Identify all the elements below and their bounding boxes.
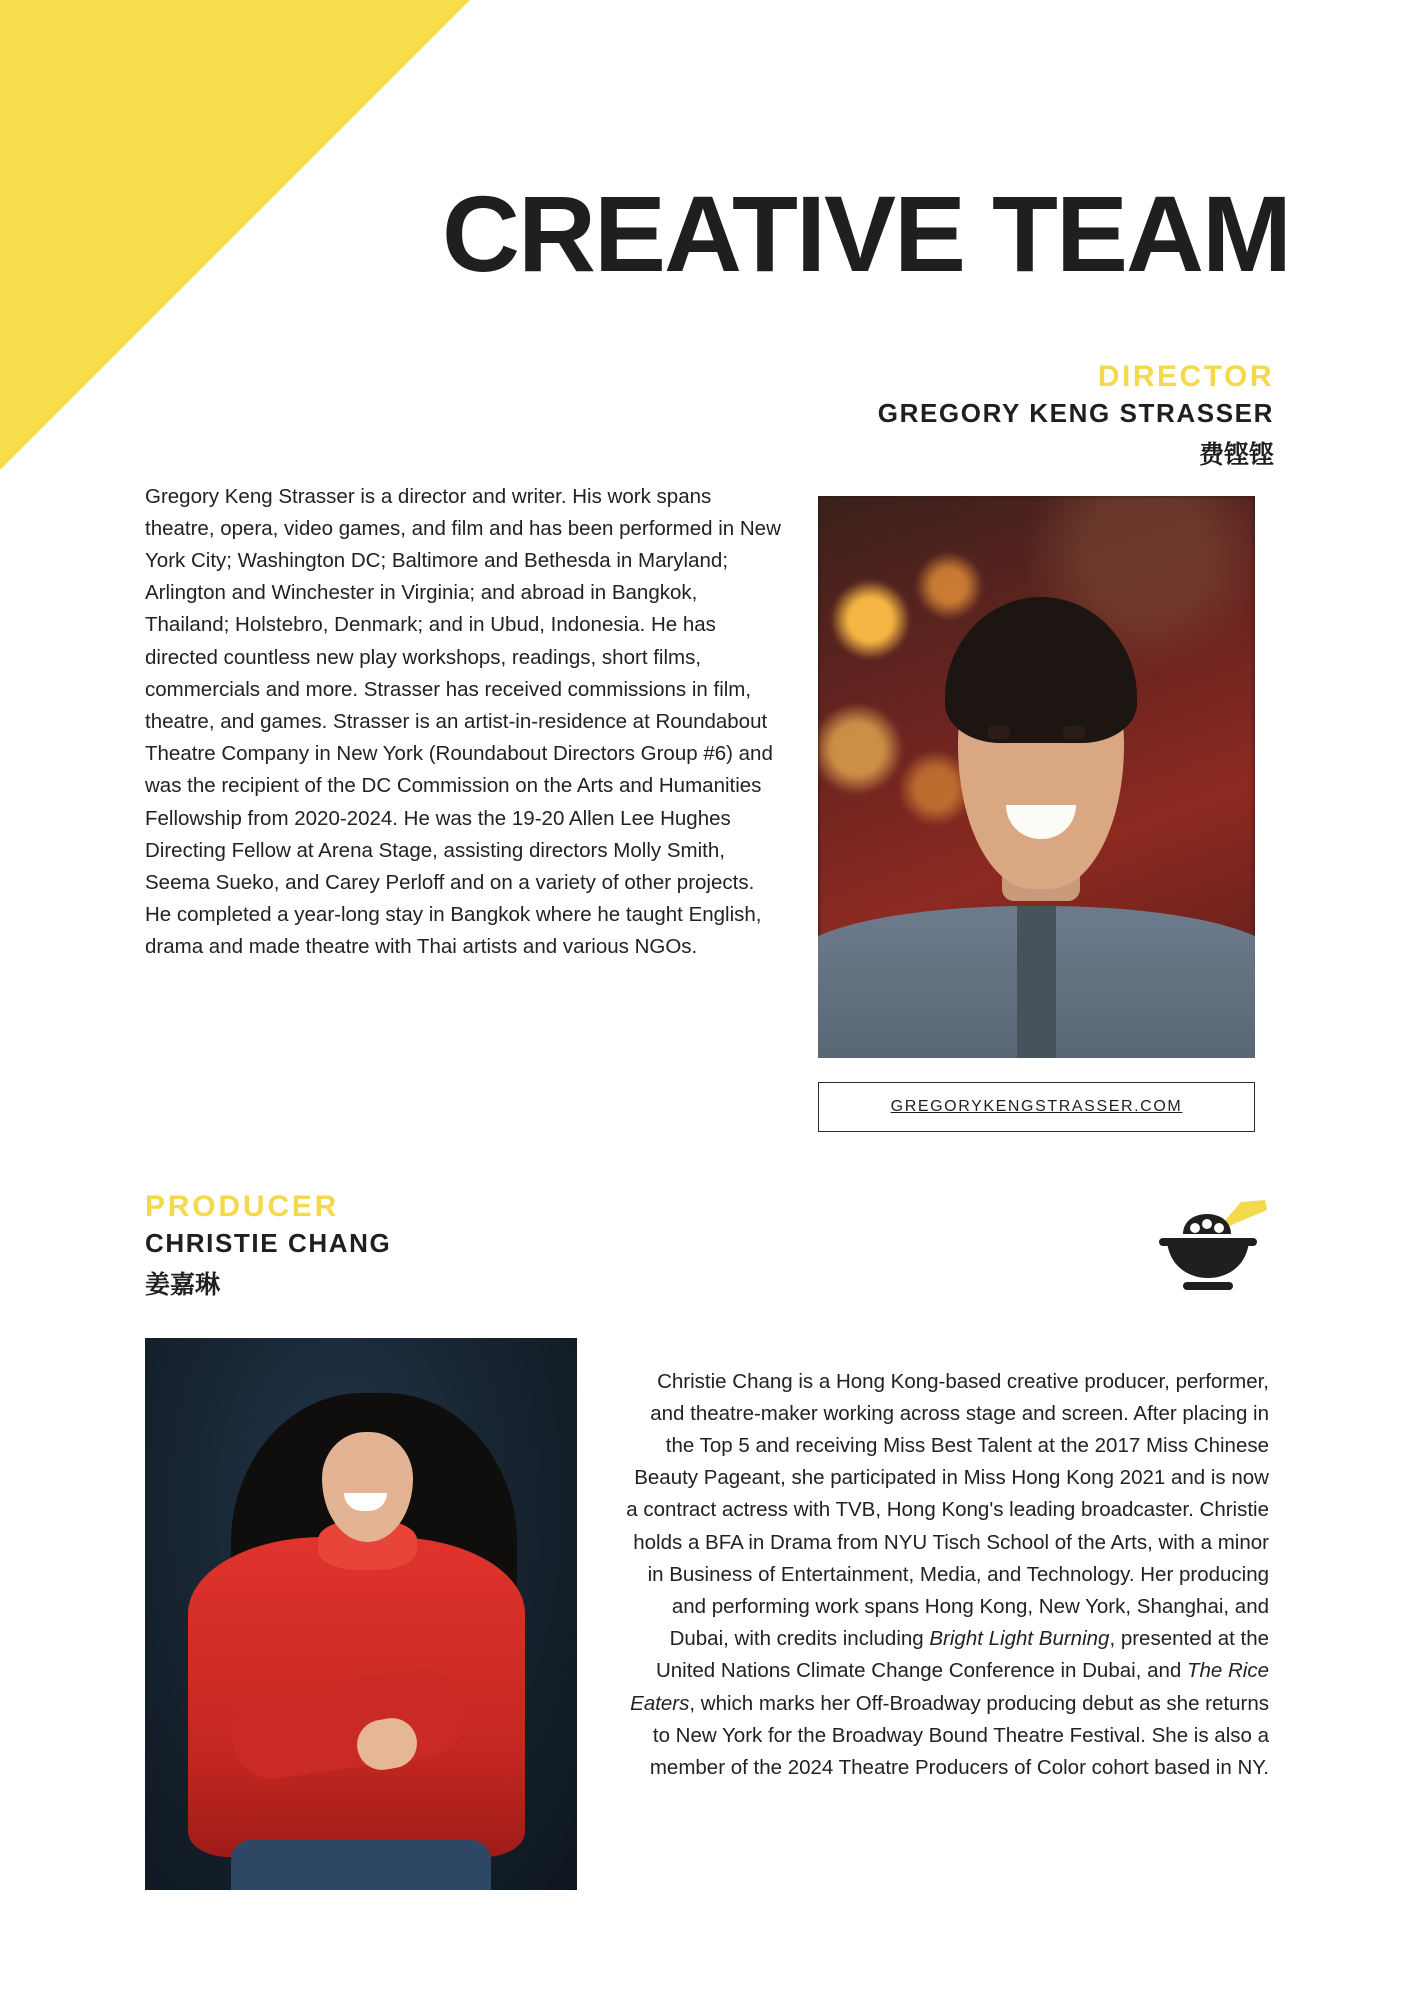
director-name-chinese: 费铿铿 xyxy=(1198,441,1274,469)
director-role-label: DIRECTOR xyxy=(1097,360,1274,393)
producer-bio-part3: , which marks her Off-Broadway producing debut as she returns to New York for the Broadway Bound Theatre Festival. She is also a member of the 2024 Theatre Producers of Color cohort based in NY. xyxy=(649,1691,1269,1779)
producer-name: CHRISTIE CHANG xyxy=(145,1228,392,1258)
director-website-label: GREGORYKENGSTRASSER.COM xyxy=(890,1098,1183,1115)
producer-bio xyxy=(624,1366,1269,1785)
producer-bio-part1: Christie Chang is a Hong Kong-based creative producer, performer, and theatre-maker working across stage and screen. After placing in the Top 5 and receiving Miss Best Talent at the 2017 Miss Chinese Beauty Pageant, she participated in Miss Hong Kong 2021 and is now a contract actress with TVB, Hong Kong's leading broadcaster. Christie holds a BFA in Drama from NYU Tisch School of the Arts, with a minor in Business of Entertainment, Media, and Technology. Her producing and performing work spans Hong Kong, New York, Shanghai, and Dubai, with credits including xyxy=(626,1369,1269,1651)
page-title: CREATIVE TEAM xyxy=(441,173,1290,295)
photo-shirt xyxy=(818,906,1255,1058)
producer-bio-title2: The Rice Eaters xyxy=(630,1659,1269,1715)
producer-name-chinese: 姜嘉琳 xyxy=(145,1271,221,1299)
photo-eye-left xyxy=(988,726,1010,738)
director-bio: Gregory Keng Strasser is a director and writer. His work spans theatre, opera, video games, and film and has been performed in New York City; Washington DC; Baltimore and Bethesda in Maryland; Arlington and Winchester in Virginia; and abroad in Bangkok, Thailand; Holstebro, Denmark; and in Ubud, Indonesia. He has directed countless new play workshops, readings, short films, commercials and more. Strasser has received commissions in film, theatre, and games. Strasser is an artist-in-residence at Roundabout Theatre Company in New York (Roundabout Directors Group #6) and was the recipient of the DC Commission on the Arts and Humanities Fellowship from 2020-2024. He was the 19-20 Allen Lee Hughes Directing Fellow at Arena Stage, assisting directors Molly Smith, Seema Sueko, and Carey Perloff and on a variety of other projects. He completed a year-long stay in Bangkok where he taught English, drama and made theatre with Thai artists and various NGOs. xyxy=(145,484,781,959)
producer-heading-group xyxy=(145,1190,391,1301)
producer-role-label: PRODUCER xyxy=(145,1190,340,1223)
producer-bio-title1: Bright Light Burning xyxy=(929,1627,1110,1651)
producer-bio-part2: , presented at the United Nations Climate Change Conference in Dubai, and xyxy=(655,1627,1269,1683)
director-heading-group xyxy=(878,360,1274,471)
photo-jeans xyxy=(231,1840,490,1890)
director-name: GREGORY KENG STRASSER xyxy=(877,398,1274,428)
producer-photo xyxy=(145,1338,577,1890)
noodle-bowl-icon xyxy=(1149,1198,1269,1294)
photo-eye-right xyxy=(1063,726,1085,738)
director-website-link[interactable] xyxy=(818,1082,1255,1132)
director-photo xyxy=(818,496,1255,1058)
